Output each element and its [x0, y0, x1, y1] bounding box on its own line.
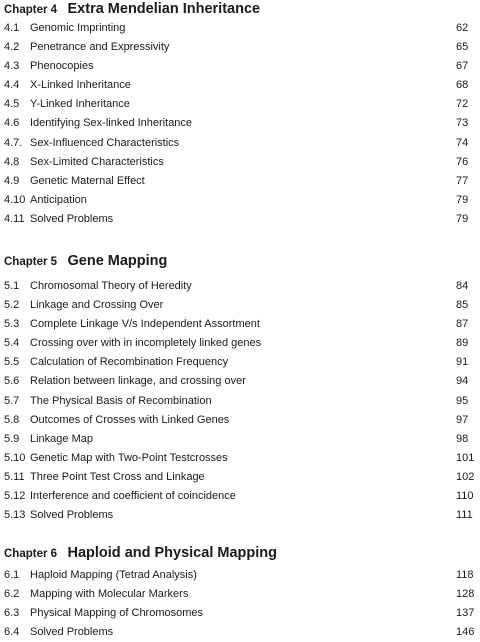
section-title: Phenocopies [30, 60, 94, 73]
page-number: 97 [456, 413, 469, 426]
chapter-heading [4, 544, 480, 562]
section-title: Solved Problems [30, 626, 114, 639]
section-number: 4.1 [4, 22, 20, 34]
toc-entry[interactable] [4, 566, 480, 585]
section-number: 4.7. [4, 136, 23, 149]
page-number: 72 [456, 98, 469, 111]
toc-entry[interactable] [4, 57, 480, 76]
section-title: X-Linked Inheritance [30, 79, 131, 92]
toc-entry[interactable] [4, 372, 480, 391]
toc-entry[interactable] [4, 19, 480, 38]
page-number: 62 [456, 22, 469, 34]
section-number: 5.8 [4, 413, 20, 426]
section-title: Haploid Mapping (Tetrad Analysis) [30, 569, 197, 581]
section-number: 4.2 [4, 41, 20, 54]
page-number: 137 [456, 607, 475, 620]
page-number: 76 [456, 155, 469, 168]
chapter-heading [4, 252, 480, 270]
section-number: 5.5 [4, 356, 20, 369]
section-number: 5.10 [4, 451, 26, 464]
chapter-4-entries [4, 19, 480, 229]
toc-entry[interactable] [4, 277, 480, 296]
page-number: 65 [456, 41, 469, 54]
section-title: Three Point Test Cross and Linkage [30, 470, 205, 483]
toc-entry[interactable] [4, 449, 480, 468]
section-title: The Physical Basis of Recombination [30, 394, 212, 407]
section-title: Anticipation [30, 193, 87, 206]
toc-entry[interactable] [4, 487, 480, 506]
chapter-label: Chapter 4 [4, 4, 58, 16]
section-title: Interference and coefficient of coincidence [30, 490, 236, 503]
chapter-6-entries [4, 566, 480, 642]
section-title: Linkage and Crossing Over [30, 299, 164, 312]
toc-entry[interactable] [4, 191, 480, 210]
chapter-title: Haploid and Physical Mapping [67, 545, 277, 561]
section-number: 4.8 [4, 155, 20, 168]
page-number: 77 [456, 174, 469, 187]
toc-entry[interactable] [4, 315, 480, 334]
toc-entry[interactable] [4, 334, 480, 353]
page-number: 87 [456, 318, 469, 331]
section-title: Linkage Map [30, 432, 93, 445]
section-number: 4.3 [4, 60, 20, 73]
section-number: 5.1 [4, 280, 20, 292]
page-number: 98 [456, 432, 469, 445]
page-number: 128 [456, 588, 475, 601]
section-title: Relation between linkage, and crossing over [30, 375, 246, 388]
page-number: 94 [456, 375, 469, 388]
section-number: 5.2 [4, 299, 20, 312]
section-title: Identifying Sex-linked Inheritance [30, 117, 193, 130]
toc-entry[interactable] [4, 134, 480, 153]
chapter-title: Extra Mendelian Inheritance [67, 1, 261, 17]
section-title: Calculation of Recombination Frequency [30, 356, 229, 369]
section-number: 4.9 [4, 174, 20, 187]
toc-entry[interactable] [4, 38, 480, 57]
section-title: Outcomes of Crosses with Linked Genes [30, 413, 230, 426]
toc-entry[interactable] [4, 76, 480, 95]
toc-entry[interactable] [4, 172, 480, 191]
section-title: Chromosomal Theory of Heredity [30, 280, 192, 292]
page-number: 101 [456, 451, 475, 464]
page-number: 102 [456, 470, 475, 483]
chapter-6-section [4, 544, 480, 642]
section-title: Crossing over with in incompletely linked genes [30, 337, 262, 350]
section-number: 5.12 [4, 490, 26, 503]
page-number: 79 [456, 212, 469, 225]
page-number: 67 [456, 60, 469, 73]
page-number: 118 [456, 569, 474, 581]
page-number: 111 [456, 509, 473, 522]
section-number: 6.3 [4, 607, 20, 620]
section-title: Complete Linkage V/s Independent Assortment [30, 318, 260, 331]
page-number: 73 [456, 117, 469, 130]
section-title: Mapping with Molecular Markers [30, 588, 189, 601]
toc-entry[interactable] [4, 296, 480, 315]
toc-entry[interactable] [4, 114, 480, 133]
section-title: Solved Problems [30, 212, 114, 225]
section-number: 4.6 [4, 117, 20, 130]
page-number: 79 [456, 193, 469, 206]
section-title: Genomic Imprinting [30, 22, 126, 34]
chapter-5-entries [4, 277, 480, 525]
section-title: Sex-Limited Characteristics [30, 155, 164, 168]
section-title: Y-Linked Inheritance [30, 98, 130, 111]
section-number: 5.6 [4, 375, 20, 388]
page-number: 146 [456, 626, 475, 639]
toc-entry[interactable] [4, 506, 480, 525]
toc-entry[interactable] [4, 585, 480, 604]
section-title: Penetrance and Expressivity [30, 41, 170, 54]
section-number: 6.4 [4, 626, 20, 639]
chapter-4-section [4, 0, 480, 229]
toc-entry[interactable] [4, 153, 480, 172]
toc-entry[interactable] [4, 411, 480, 430]
section-title: Genetic Maternal Effect [30, 174, 145, 187]
toc-entry[interactable] [4, 353, 480, 372]
toc-entry[interactable] [4, 95, 480, 114]
toc-entry[interactable] [4, 392, 480, 411]
section-number: 4.11 [4, 212, 25, 225]
section-number: 6.2 [4, 588, 20, 601]
chapter-heading [4, 0, 480, 18]
section-number: 4.10 [4, 193, 26, 206]
chapter-label: Chapter 6 [4, 548, 58, 560]
page-number: 91 [456, 356, 469, 369]
section-title: Solved Problems [30, 509, 114, 522]
section-number: 4.4 [4, 79, 20, 92]
section-number: 5.7 [4, 394, 20, 407]
page-number: 110 [456, 490, 474, 503]
chapter-title: Gene Mapping [67, 253, 168, 269]
section-number: 5.13 [4, 509, 26, 522]
toc-entry[interactable] [4, 604, 480, 623]
section-number: 5.4 [4, 337, 20, 350]
section-title: Genetic Map with Two-Point Testcrosses [30, 451, 228, 464]
section-number: 5.3 [4, 318, 20, 331]
section-number: 4.5 [4, 98, 20, 111]
toc-entry[interactable] [4, 210, 480, 229]
page-number: 95 [456, 394, 469, 407]
chapter-5-section [4, 252, 480, 525]
section-number: 5.9 [4, 432, 20, 445]
page-number: 84 [456, 280, 469, 292]
toc-entry[interactable] [4, 430, 480, 449]
section-title: Sex-Influenced Characteristics [30, 136, 180, 149]
chapter-label: Chapter 5 [4, 256, 58, 268]
section-number: 6.1 [4, 569, 20, 581]
section-number: 5.11 [4, 470, 25, 483]
toc-entry[interactable] [4, 468, 480, 487]
page-number: 74 [456, 136, 469, 149]
page-number: 89 [456, 337, 469, 350]
toc-entry[interactable] [4, 623, 480, 642]
page-number: 85 [456, 299, 469, 312]
page-number: 68 [456, 79, 469, 92]
section-title: Physical Mapping of Chromosomes [30, 607, 204, 620]
